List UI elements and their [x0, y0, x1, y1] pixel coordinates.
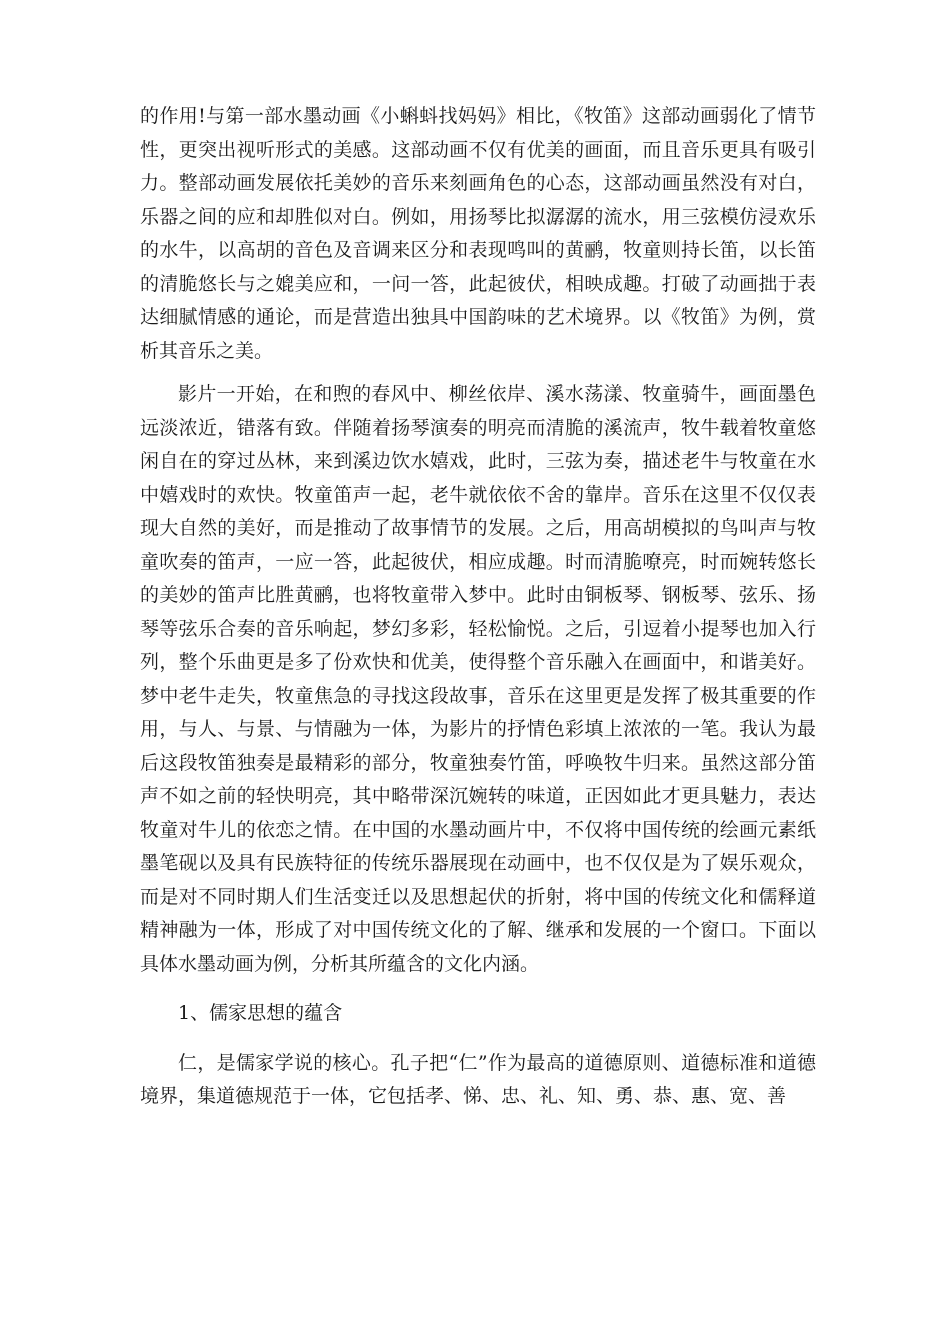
section-heading: 1、儒家思想的蕴含	[178, 1002, 343, 1024]
paragraph-spacer	[140, 981, 816, 997]
paragraph-spacer	[140, 368, 816, 378]
paragraph-continued: 的作用!与第一部水墨动画《小蝌蚪找妈妈》相比，《牧笛》这部动画弱化了情节性，更突出视听形式的美感。这部动画不仅有优美的画面，而且音乐更具有吸引力。整部动画发展依托美妙的音乐来刻画角色的心态，这部动画虽然没有对白，乐器之间的应和却胜似对白。例如，用扬琴比拟潺潺的流水，用三弦模仿浸欢乐的水牛，以高胡的音色及音调来区分和表现鸣叫的黄鹂，牧童则持长笛，以长笛的清脆悠长与之媲美应和，一问一答，此起彼伏，相映成趣。打破了动画拙于表达细腻情感的通论，而是营造出独具中国韵味的艺术境界。以《牧笛》为例，赏析其音乐之美。	[140, 105, 816, 362]
document-body	[140, 100, 816, 1114]
paragraph-spacer	[140, 1031, 816, 1047]
paragraph-film-music: 影片一开始，在和煦的春风中、柳丝依岸、溪水荡漾、牧童骑牛，画面墨色远淡浓近，错落有致。伴随着扬琴演奏的明亮而清脆的溪流声，牧牛载着牧童悠闲自在的穿过丛林，来到溪边饮水嬉戏，此时，三弦为奏，描述老牛与牧童在水中嬉戏时的欢快。牧童笛声一起，老牛就依依不舍的靠岸。音乐在这里不仅仅表现大自然的美好，而是推动了故事情节的发展。之后，用高胡模拟的鸟叫声与牧童吹奏的笛声，一应一答，此起彼伏，相应成趣。时而清脆嘹亮，时而婉转悠长的美妙的笛声比胜黄鹂，也将牧童带入梦中。此时由铜板琴、钢板琴、弦乐、扬琴等弦乐合奏的音乐响起，梦幻多彩，轻松愉悦。之后，引逗着小提琴也加入行列，整个乐曲更是多了份欢快和优美，使得整个音乐融入在画面中，和谐美好。梦中老牛走失，牧童焦急的寻找这段故事，音乐在这里更是发挥了极其重要的作用，与人、与景、与情融为一体，为影片的抒情色彩填上浓浓的一笔。我认为最后这段牧笛独奏是最精彩的部分，牧童独奏竹笛，呼唤牧牛归来。虽然这部分笛声不如之前的轻快明亮，其中略带深沉婉转的味道，正因如此才更具魅力，表达牧童对牛儿的依恋之情。在中国的水墨动画片中，不仅将中国传统的绘画元素纸墨笔砚以及具有民族特征的传统乐器展现在动画中，也不仅仅是为了娱乐观众，而是对不同时期人们生活变迁以及思想起伏的折射，将中国的传统文化和儒释道精神融为一体，形成了对中国传统文化的了解、继承和发展的一个窗口。下面以具体水墨动画为例，分析其所蕴含的文化内涵。	[140, 383, 816, 975]
paragraph-confucianism: 仁，是儒家学说的核心。孔子把“仁”作为最高的道德原则、道德标准和道德境界，集道德规范于一体，它包括孝、悌、忠、礼、知、勇、恭、惠、宽、善	[140, 1051, 816, 1107]
